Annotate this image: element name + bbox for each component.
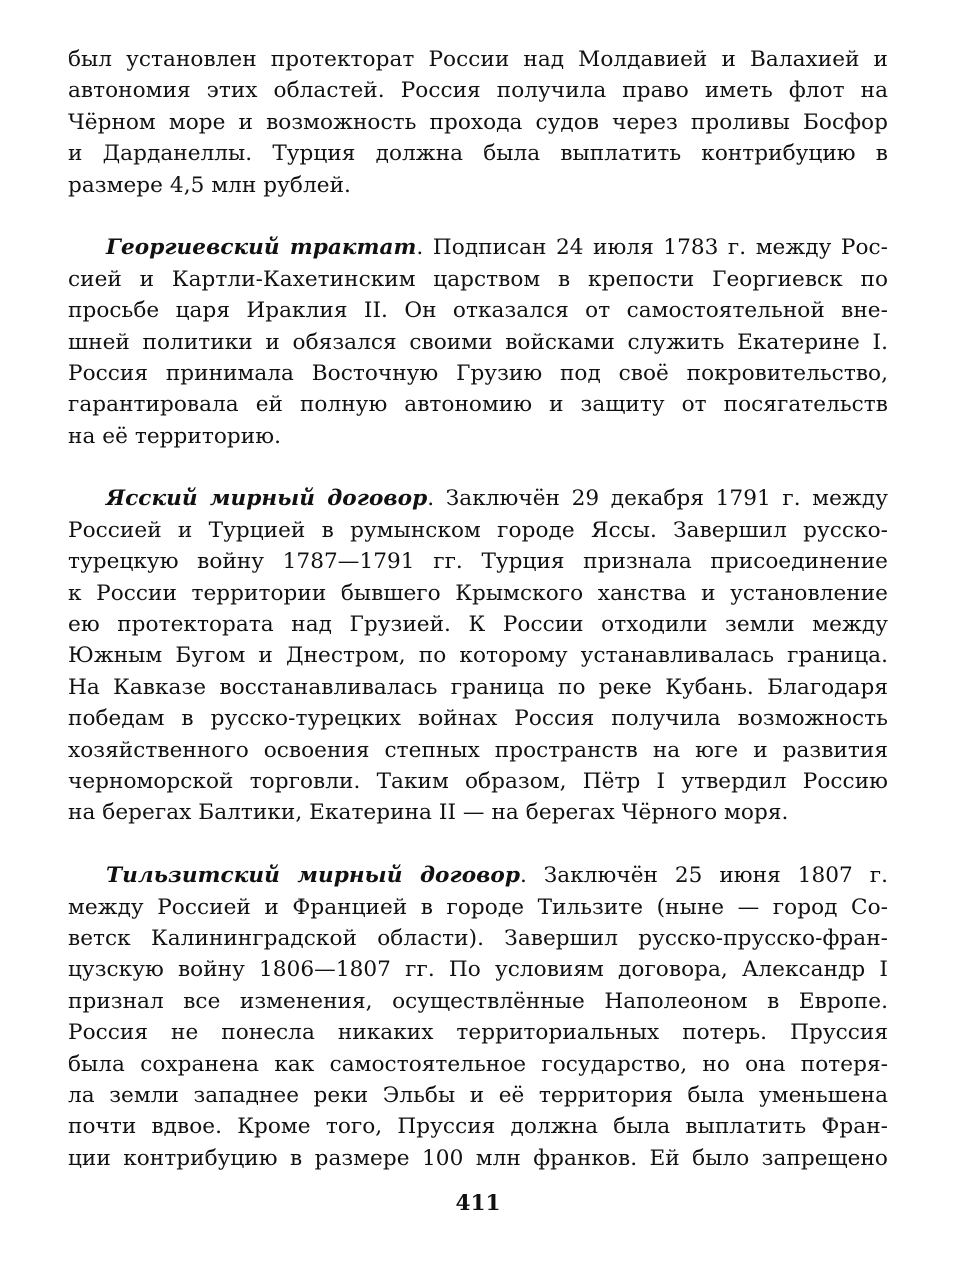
text-run: . Заключён 29 декабря 1791 г. между: [427, 486, 888, 512]
text-line: просьбе царя Ираклия II. Он отказался от самостоятельной вне-: [68, 298, 888, 324]
text-line: [68, 860, 888, 891]
text-line: размере 4,5 млн рублей.: [68, 172, 351, 198]
text-line: ции контрибуцию в размере 100 млн франков. Ей было запрещено: [68, 1145, 888, 1171]
paragraph-gap: [68, 452, 888, 483]
text-line: ветск Калининградской области). Завершил русско-прусско-фран-: [68, 925, 888, 951]
text-line: почти вдвое. Кроме того, Пруссия должна была выплатить Фран-: [68, 1114, 888, 1140]
text-line: Южным Бугом и Днестром, по которому устанавливалась граница.: [68, 643, 888, 669]
paragraph-jassy-treaty: [68, 483, 888, 828]
text-line: гарантировала ей полную автономию и защиту от посягательств: [68, 392, 888, 418]
page-body: [68, 44, 888, 1174]
paragraph-georgievsk-treaty: [68, 232, 888, 452]
text-line: черноморской торговли. Таким образом, Пётр I утвердил Россию: [68, 768, 888, 794]
text-line: на её территорию.: [68, 423, 281, 449]
text-line: хозяйственного освоения степных пространств на юге и развития: [68, 737, 888, 763]
text-line: Россия принимала Восточную Грузию под своё покровительство,: [68, 360, 888, 386]
paragraph-gap: [68, 201, 888, 232]
text-line: На Кавказе восстанавливалась граница по реке Кубань. Благодаря: [68, 674, 888, 700]
text-line: сией и Картли-Кахетинским царством в крепости Георгиевск по: [68, 266, 888, 292]
treaty-term: Ясский мирный договор: [106, 486, 428, 512]
text-line: цузскую войну 1806—1807 гг. По условиям договора, Александр I: [68, 957, 888, 983]
text-line: признал все изменения, осуществлённые Наполеоном в Европе.: [68, 988, 888, 1014]
text-line: [68, 232, 888, 263]
text-line: была сохранена как самостоятельное государство, но она потеря-: [68, 1051, 888, 1077]
paragraph-continuation: [68, 44, 888, 201]
text-line: Россия не понесла никаких территориальных потерь. Пруссия: [68, 1020, 888, 1046]
text-line: шней политики и обязался своими войсками служить Екатерине I.: [68, 329, 888, 355]
treaty-term: Тильзитский мирный договор: [106, 863, 520, 889]
text-run: . Подписан 24 июля 1783 г. между Рос-: [416, 235, 888, 261]
text-line: автономия этих областей. Россия получила право иметь флот на: [68, 78, 888, 104]
text-line: был установлен протекторат России над Молдавией и Валахией и: [68, 47, 888, 72]
text-line: [68, 483, 888, 514]
text-line: Чёрном море и возможность прохода судов через проливы Босфор: [68, 109, 888, 135]
text-line: к России территории бывшего Крымского ханства и установление: [68, 580, 888, 606]
text-line: ла земли западнее реки Эльбы и её территория была уменьшена: [68, 1082, 888, 1108]
paragraph-gap: [68, 829, 888, 860]
page-number: 411: [455, 1191, 501, 1216]
text-run: . Заключён 25 июня 1807 г.: [520, 863, 888, 889]
text-line: и Дарданеллы. Турция должна была выплатить контрибуцию в: [68, 141, 888, 167]
text-line: между Россией и Францией в городе Тильзите (ныне — город Со-: [68, 894, 888, 920]
paragraph-tilsit-treaty: [68, 860, 888, 1174]
text-line: ею протектората над Грузией. К России отходили земли между: [68, 612, 888, 638]
text-line: на берегах Балтики, Екатерина II — на берегах Чёрного моря.: [68, 800, 789, 826]
text-line: турецкую войну 1787—1791 гг. Турция признала присоединение: [68, 549, 888, 575]
text-line: победам в русско-турецких войнах Россия получила возможность: [68, 706, 888, 732]
treaty-term: Георгиевский трактат: [106, 235, 417, 261]
text-line: Россией и Турцией в румынском городе Яссы. Завершил русско-: [68, 517, 888, 543]
